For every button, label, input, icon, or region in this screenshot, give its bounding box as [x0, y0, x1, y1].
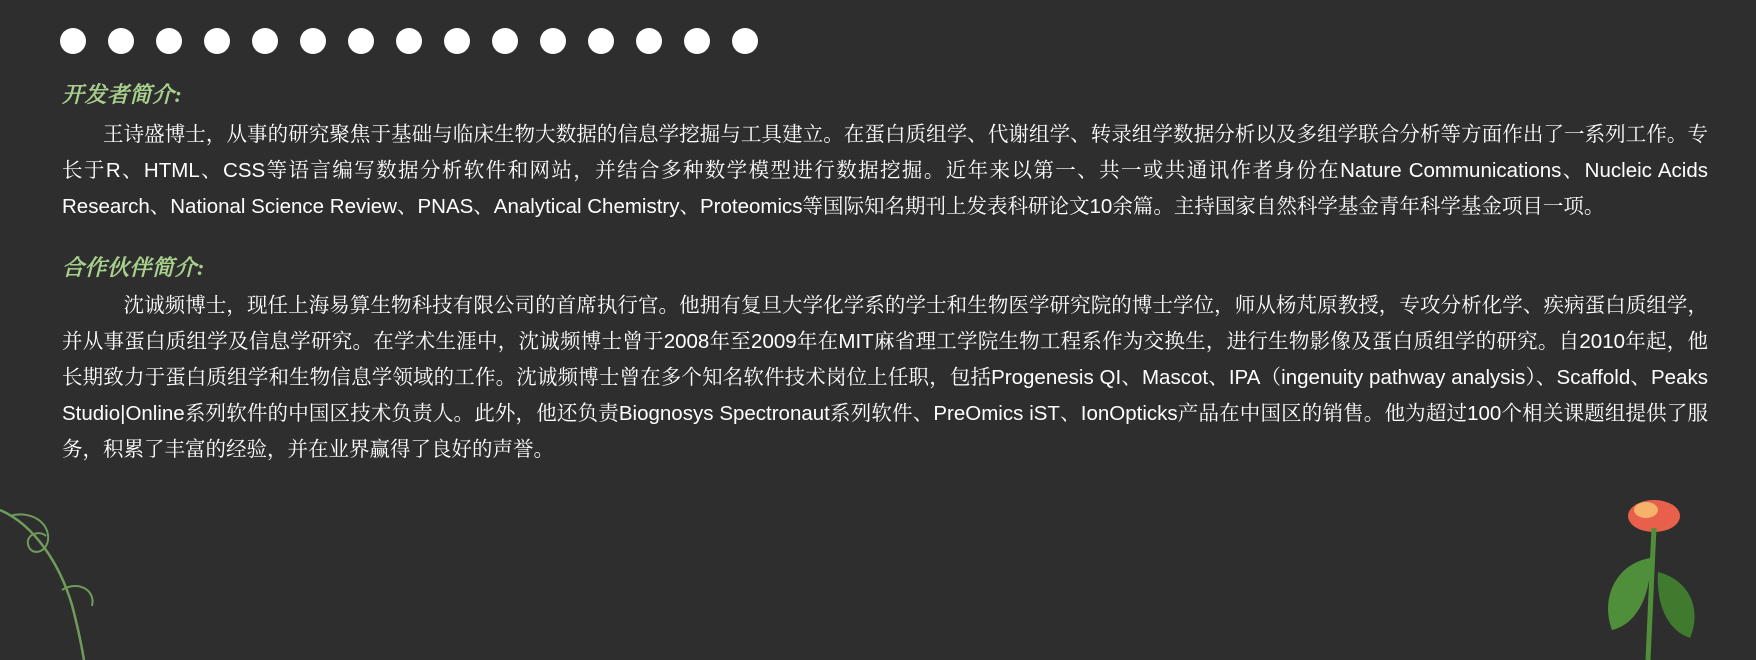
dot-icon [636, 28, 662, 54]
developer-section-title: 开发者简介: [62, 82, 183, 107]
slide-content [62, 78, 1708, 468]
dot-icon [156, 28, 182, 54]
dot-icon [60, 28, 86, 54]
dot-icon [492, 28, 518, 54]
dot-icon [588, 28, 614, 54]
flower-icon [1576, 480, 1726, 660]
dot-icon [348, 28, 374, 54]
developer-section-body: 王诗盛博士，从事的研究聚焦于基础与临床生物大数据的信息学挖掘与工具建立。在蛋白质组学、代谢组学、转录组学数据分析以及多组学联合分析等方面作出了一系列工作。专长于R、HTML、CSS等语言编写数据分析软件和网站，并结合多种数学模型进行数据挖掘。近年来以第一、共一或共通讯作者身份在Nature Communications、Nucleic Acids Research、National Science Review、PNAS、Analytical Chemistry、Proteomics等国际知名期刊上发表科研论文10余篇。主持国家自然科学基金青年科学基金项目一项。 [62, 123, 1708, 218]
dot-icon [108, 28, 134, 54]
dot-icon [732, 28, 758, 54]
dot-icon [204, 28, 230, 54]
dot-icon [540, 28, 566, 54]
dot-icon [300, 28, 326, 54]
vine-icon [0, 470, 130, 660]
dot-icon [252, 28, 278, 54]
partner-section-body: 沈诚频博士，现任上海易算生物科技有限公司的首席执行官。他拥有复旦大学化学系的学士和生物医学研究院的博士学位，师从杨芃原教授，专攻分析化学、疾病蛋白质组学，并从事蛋白质组学及信息学研究。在学术生涯中，沈诚频博士曾于2008年至2009年在MIT麻省理工学院生物工程系作为交换生，进行生物影像及蛋白质组学的研究。自2010年起，他长期致力于蛋白质组学和生物信息学领域的工作。沈诚频博士曾在多个知名软件技术岗位上任职，包括Progenesis QI、Mascot、IPA（ingenuity pathway analysis）、Scaffold、Peaks Studio|Online系列软件的中国区技术负责人。此外，他还负责Biognosys Spectronaut系列软件、PreOmics iST、IonOpticks产品在中国区的销售。他为超过100个相关课题组提供了服务，积累了丰富的经验，并在业界赢得了良好的声誉。 [62, 294, 1708, 461]
partner-section [62, 251, 1708, 468]
partner-section-title: 合作伙伴简介: [62, 255, 205, 280]
developer-section [62, 78, 1708, 225]
dot-icon [444, 28, 470, 54]
dot-icon [684, 28, 710, 54]
dot-icon [396, 28, 422, 54]
dot-row-decoration [60, 28, 758, 54]
